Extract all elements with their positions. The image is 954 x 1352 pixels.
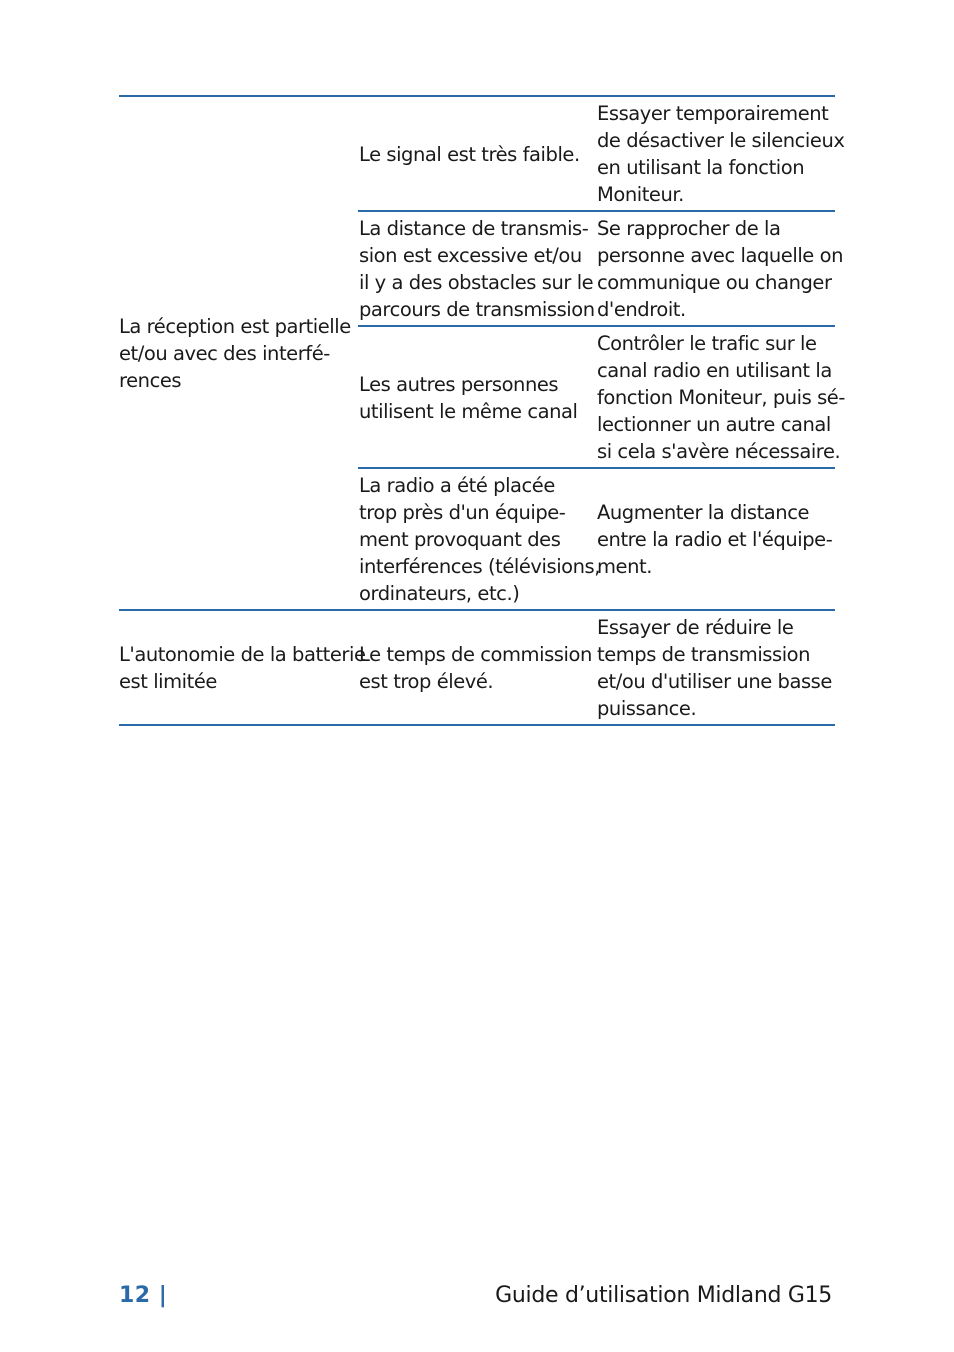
cause-text: Les autres personnes [359,372,559,396]
solution-text: de désactiver le silencieux [597,129,845,152]
table-row [119,610,835,725]
solution-text: communique ou changer [597,271,832,294]
page-number: 12 | [119,1283,168,1308]
solution-text: Moniteur. [597,183,684,206]
cause-cell [358,326,596,468]
symptom-text: L'autonomie de la batterie [119,643,366,666]
cause-text: parcours de transmission [359,298,595,321]
solution-cell [596,211,843,326]
cause-cell [358,211,596,326]
solution-text: temps de transmission [597,643,811,666]
solution-cell [596,326,845,468]
solution-text: si cela s'avère nécessaire. [597,440,841,463]
cause-text: ordinateurs, etc.) [359,582,520,605]
cause-text: il y a des obstacles sur le [359,271,594,294]
solution-cell [596,96,845,211]
solution-text: Augmenter la distance [597,501,810,524]
solution-text: ment. [597,555,652,578]
document-title: Guide d’utilisation Midland G15 [495,1283,832,1308]
solution-text: Essayer de réduire le [597,616,794,639]
cause-text: La distance de transmis- [359,217,589,240]
symptom-text: et/ou avec des interfé- [119,342,330,365]
cause-cell [358,96,596,211]
cause-text: Le signal est très faible. [359,142,580,166]
symptom-text: est limitée [119,670,217,693]
cause-text: sion est excessive et/ou [359,244,582,267]
symptom-cell [119,610,366,725]
solution-text: fonction Moniteur, puis sé- [597,386,845,409]
solution-text: et/ou d'utiliser une basse [597,670,832,693]
solution-text: entre la radio et l'équipe- [597,528,833,551]
cause-cell [358,610,596,725]
solution-text: Se rapprocher de la [597,217,781,240]
solution-text: puissance. [597,697,697,720]
troubleshooting-table [119,95,845,726]
cause-text: ment provoquant des [359,528,561,551]
table-row [119,96,835,211]
solution-text: canal radio en utilisant la [597,359,832,382]
solution-text: personne avec laquelle on [597,244,843,267]
cause-text: utilisent le même canal [359,399,578,423]
symptom-text: La réception est partielle [119,315,351,338]
solution-text: Essayer temporairement [597,102,829,125]
solution-cell [596,468,835,610]
cause-text: La radio a été placée [359,474,555,497]
solution-text: d'endroit. [597,298,686,321]
symptom-cell [119,96,358,610]
cause-cell [358,468,601,610]
solution-text: en utilisant la fonction [597,156,805,179]
solution-text: lectionner un autre canal [597,413,831,436]
solution-cell [596,610,835,725]
cause-text: trop près d'un équipe- [359,501,566,524]
cause-text: Le temps de commission [359,643,592,666]
cause-text: interférences (télévisions, [359,555,601,578]
cause-text: est trop élevé. [359,670,494,693]
solution-text: Contrôler le trafic sur le [597,332,817,355]
symptom-text: rences [119,369,182,392]
